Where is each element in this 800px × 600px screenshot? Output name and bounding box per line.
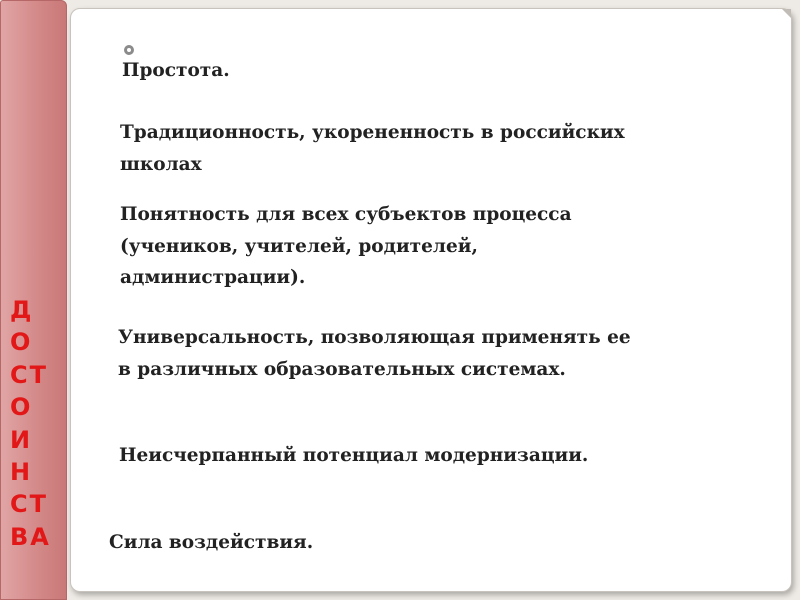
- point-universality: [118, 322, 631, 385]
- point-line: Традиционность, укорененность в российских: [120, 122, 625, 143]
- point-line: Сила воздействия.: [109, 532, 314, 553]
- side-title-line: СТ: [10, 360, 48, 389]
- point-simplicity: [122, 55, 230, 87]
- point-line: администрации).: [120, 267, 306, 288]
- point-line: Универсальность, позволяющая применять ее: [118, 327, 631, 348]
- bullet-circle-icon: [124, 45, 134, 55]
- point-line: Понятность для всех субъектов процесса: [120, 204, 572, 225]
- side-title-line: О: [10, 328, 33, 357]
- point-line: Простота.: [122, 60, 230, 81]
- side-banner: [0, 0, 67, 600]
- point-line: в различных образовательных системах.: [118, 358, 566, 380]
- side-title-line: ВА: [10, 522, 51, 551]
- point-impact: [109, 527, 313, 559]
- point-line: Неисчерпанный потенциал модернизации.: [119, 445, 589, 466]
- side-vertical-title: [6, 294, 62, 553]
- point-clarity: [120, 199, 572, 294]
- content-card: [70, 8, 792, 592]
- point-line: (учеников, учителей, родителей,: [120, 235, 478, 257]
- point-tradition: [120, 117, 625, 180]
- side-title-line: О: [10, 393, 33, 422]
- side-title-line: СТ: [10, 490, 48, 519]
- point-modernization: [119, 440, 588, 472]
- point-line: школах: [120, 153, 202, 175]
- side-title-line: Н: [10, 458, 33, 487]
- corner-fold-icon: [782, 9, 791, 18]
- side-title-line: Д: [10, 296, 34, 324]
- side-title-line: И: [10, 425, 33, 454]
